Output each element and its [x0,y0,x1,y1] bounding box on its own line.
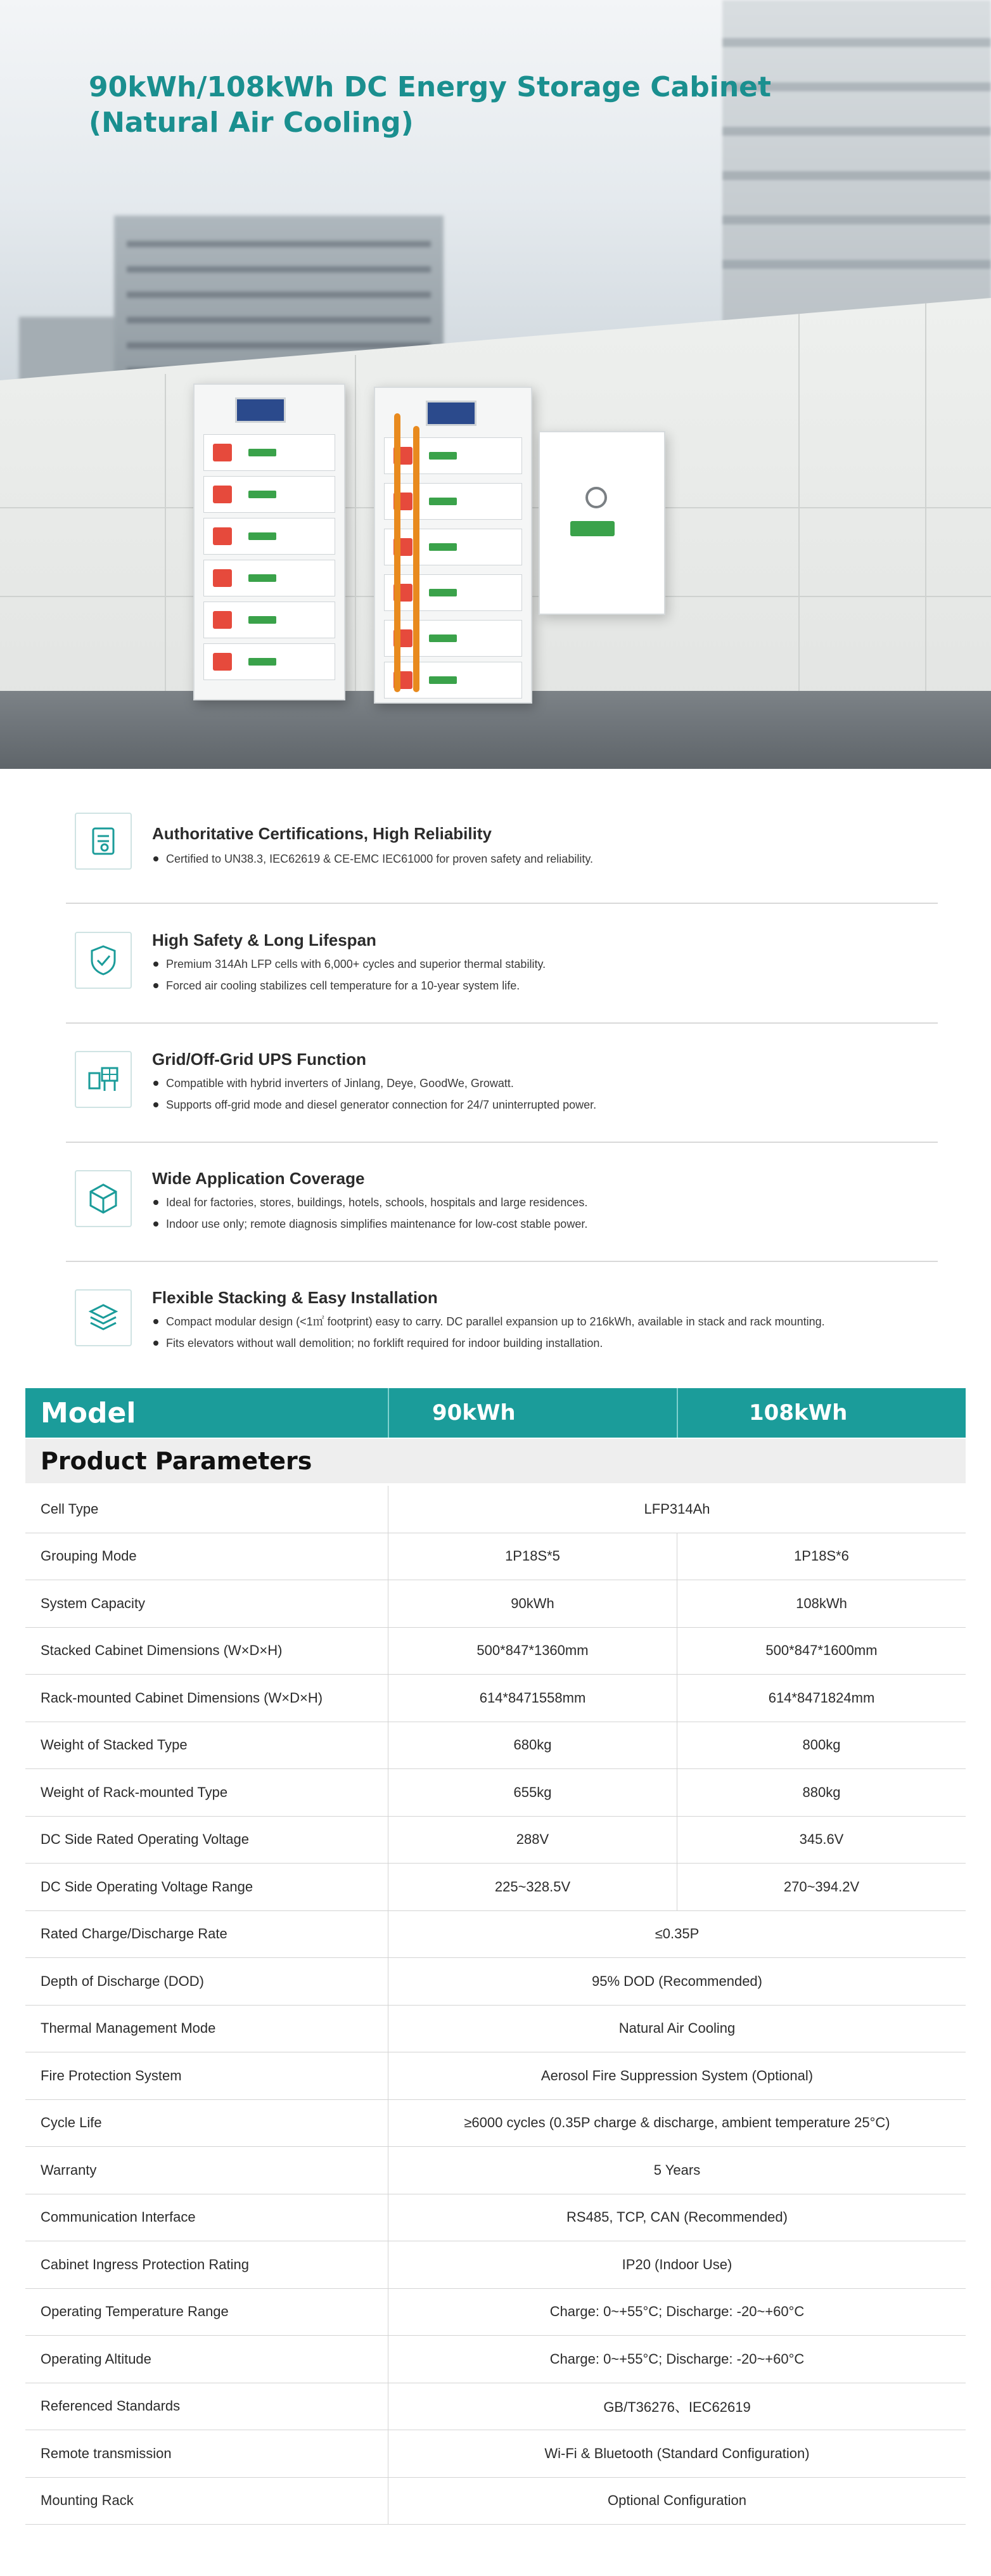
parameter-value: Optional Configuration [388,2478,966,2525]
parameter-label: System Capacity [41,1595,146,1611]
divider [66,1022,938,1024]
header-model: Model [41,1396,136,1429]
parameter-label: DC Side Rated Operating Voltage [41,1831,249,1848]
table-row [25,1580,966,1628]
value-108kwh: 880kg [677,1769,966,1816]
battery-module [203,518,335,555]
feature-points [152,1072,596,1116]
feature-title: Grid/Off-Grid UPS Function [152,1050,366,1069]
parameter-label: Warranty [41,2161,97,2178]
parameter-label: Depth of Discharge (DOD) [41,1973,204,1989]
parameter-value: Charge: 0~+55°C; Discharge: -20~+60°C [388,2336,966,2383]
header-90kwh: 90kWh [388,1388,677,1438]
feature-points [152,848,593,870]
feature-point: Indoor use only; remote diagnosis simplifies maintenance for low-cost stable power. [152,1213,587,1235]
battery-module [203,560,335,596]
table-row [25,1533,966,1581]
feature-point: Forced air cooling stabilizes cell temperature for a 10-year system life. [152,975,546,996]
title-line-2: (Natural Air Cooling) [89,106,414,139]
power-cable [394,413,400,692]
battery-module [384,620,522,657]
parameter-label: Remote transmission [41,2445,172,2461]
feature-point: Ideal for factories, stores, buildings, hotels, schools, hospitals and large residences. [152,1192,587,1213]
hero-banner [0,0,991,769]
table-row [25,2147,966,2194]
certificate-icon [75,813,132,870]
table-row [25,2336,966,2383]
parameter-value: Wi-Fi & Bluetooth (Standard Configuration) [388,2430,966,2477]
value-108kwh: 500*847*1600mm [677,1628,966,1675]
parameter-label: Rated Charge/Discharge Rate [41,1926,227,1942]
parameter-label: Operating Temperature Range [41,2303,229,2320]
table-row [25,2006,966,2053]
table-row [25,1675,966,1722]
value-108kwh: 1P18S*6 [677,1533,966,1580]
value-108kwh: 270~394.2V [677,1864,966,1910]
shield-check-icon [75,932,132,989]
parameter-value: Charge: 0~+55°C; Discharge: -20~+60°C [388,2289,966,2336]
feature-title: High Safety & Long Lifespan [152,931,376,950]
parameter-label: Mounting Rack [41,2492,134,2509]
parameter-value: RS485, TCP, CAN (Recommended) [388,2194,966,2241]
parameter-value: Natural Air Cooling [388,2006,966,2052]
parameter-label: Operating Altitude [41,2350,151,2367]
value-108kwh: 108kWh [677,1580,966,1627]
control-display [235,397,286,423]
battery-module [203,434,335,471]
value-90kwh: 500*847*1360mm [388,1628,677,1675]
parameter-value: LFP314Ah [388,1486,966,1533]
feature-points [152,1192,587,1235]
parameter-label: Fire Protection System [41,2067,182,2083]
feature-safety [66,928,938,998]
table-row [25,1864,966,1911]
brand-logo [570,521,615,536]
stacked-cabinet [374,387,532,704]
value-108kwh: 614*8471824mm [677,1675,966,1722]
parameter-value: 95% DOD (Recommended) [388,1958,966,2005]
battery-module [203,643,335,680]
battery-module [203,602,335,638]
parameter-label: Thermal Management Mode [41,2020,216,2037]
parameter-value: 5 Years [388,2147,966,2194]
battery-module [384,574,522,611]
feature-title: Wide Application Coverage [152,1169,365,1188]
parameter-label: Cycle Life [41,2115,102,2131]
parameter-label: Cabinet Ingress Protection Rating [41,2256,249,2272]
parameter-label: Weight of Stacked Type [41,1737,188,1753]
battery-module [384,483,522,520]
parameter-value: ≤0.35P [388,1911,966,1958]
table-row [25,2241,966,2289]
feature-installation [66,1285,938,1355]
table-header [25,1388,966,1438]
parameter-label: Rack-mounted Cabinet Dimensions (W×D×H) [41,1689,323,1706]
table-row [25,1628,966,1675]
feature-title: Authoritative Certifications, High Reliability [152,824,492,843]
table-row [25,1911,966,1959]
parameter-value: Aerosol Fire Suppression System (Optional) [388,2052,966,2099]
value-90kwh: 225~328.5V [388,1864,677,1910]
title-line-1: 90kWh/108kWh DC Energy Storage Cabinet [89,71,772,103]
table-row [25,2052,966,2100]
control-display [426,401,476,426]
feature-point: Supports off-grid mode and diesel generator connection for 24/7 uninterrupted power. [152,1094,596,1116]
parameter-value: IP20 (Indoor Use) [388,2241,966,2288]
battery-module [384,529,522,565]
parameters-table [25,1486,966,2525]
value-90kwh: 680kg [388,1722,677,1769]
divider [66,1142,938,1143]
table-row [25,1486,966,1533]
rack-mounted-cabinet [193,383,345,700]
divider [66,903,938,904]
value-90kwh: 655kg [388,1769,677,1816]
battery-module [384,662,522,699]
feature-point: Compatible with hybrid inverters of Jinlang, Deye, GoodWe, Growatt. [152,1072,596,1094]
battery-module [203,476,335,513]
table-row [25,2289,966,2336]
table-row [25,1722,966,1770]
feature-point: Fits elevators without wall demolition; no forklift required for indoor building installation. [152,1332,825,1354]
value-108kwh: 345.6V [677,1817,966,1864]
power-ring-icon [585,487,607,508]
section-title: Product Parameters [25,1439,966,1483]
divider [66,1261,938,1262]
parameter-label: Stacked Cabinet Dimensions (W×D×H) [41,1642,283,1659]
stack-layers-icon [75,1289,132,1346]
feature-title: Flexible Stacking & Easy Installation [152,1288,438,1307]
feature-point: Certified to UN38.3, IEC62619 & CE-EMC IEC61000 for proven safety and reliability. [152,848,593,870]
parameter-label: Weight of Rack-mounted Type [41,1784,228,1800]
feature-certifications [66,813,938,876]
parameter-label: Referenced Standards [41,2398,181,2414]
feature-point: Premium 314Ah LFP cells with 6,000+ cycles and superior thermal stability. [152,953,546,975]
table-row [25,2383,966,2431]
battery-module [384,437,522,474]
page-title [89,70,786,141]
value-90kwh: 90kWh [388,1580,677,1627]
table-row [25,2100,966,2148]
parameter-value: ≥6000 cycles (0.35P charge & discharge, ambient temperature 25°C) [388,2100,966,2147]
power-cable [413,426,419,692]
parameter-label: Cell Type [41,1500,99,1517]
table-row [25,2430,966,2478]
feature-points [152,1311,825,1354]
parameter-label: Communication Interface [41,2209,196,2225]
hybrid-inverter [539,431,665,615]
value-90kwh: 288V [388,1817,677,1864]
parameter-label: Grouping Mode [41,1548,137,1564]
cube-icon [75,1170,132,1227]
solar-grid-icon [75,1051,132,1108]
parameter-value: GB/T36276、IEC62619 [388,2383,966,2430]
table-row [25,1769,966,1817]
value-108kwh: 800kg [677,1722,966,1769]
feature-points [152,953,546,996]
header-108kwh: 108kWh [677,1388,966,1438]
value-90kwh: 1P18S*5 [388,1533,677,1580]
value-90kwh: 614*8471558mm [388,1675,677,1722]
table-row [25,2478,966,2525]
table-row [25,2194,966,2242]
feature-application [66,1166,938,1236]
table-row [25,1817,966,1864]
feature-ups [66,1047,938,1117]
parameter-label: DC Side Operating Voltage Range [41,1878,253,1895]
feature-point: Compact modular design (<1㎡ footprint) easy to carry. DC parallel expansion up to 216kWh, available in stack and rack mounting. [152,1311,825,1332]
table-row [25,1958,966,2006]
